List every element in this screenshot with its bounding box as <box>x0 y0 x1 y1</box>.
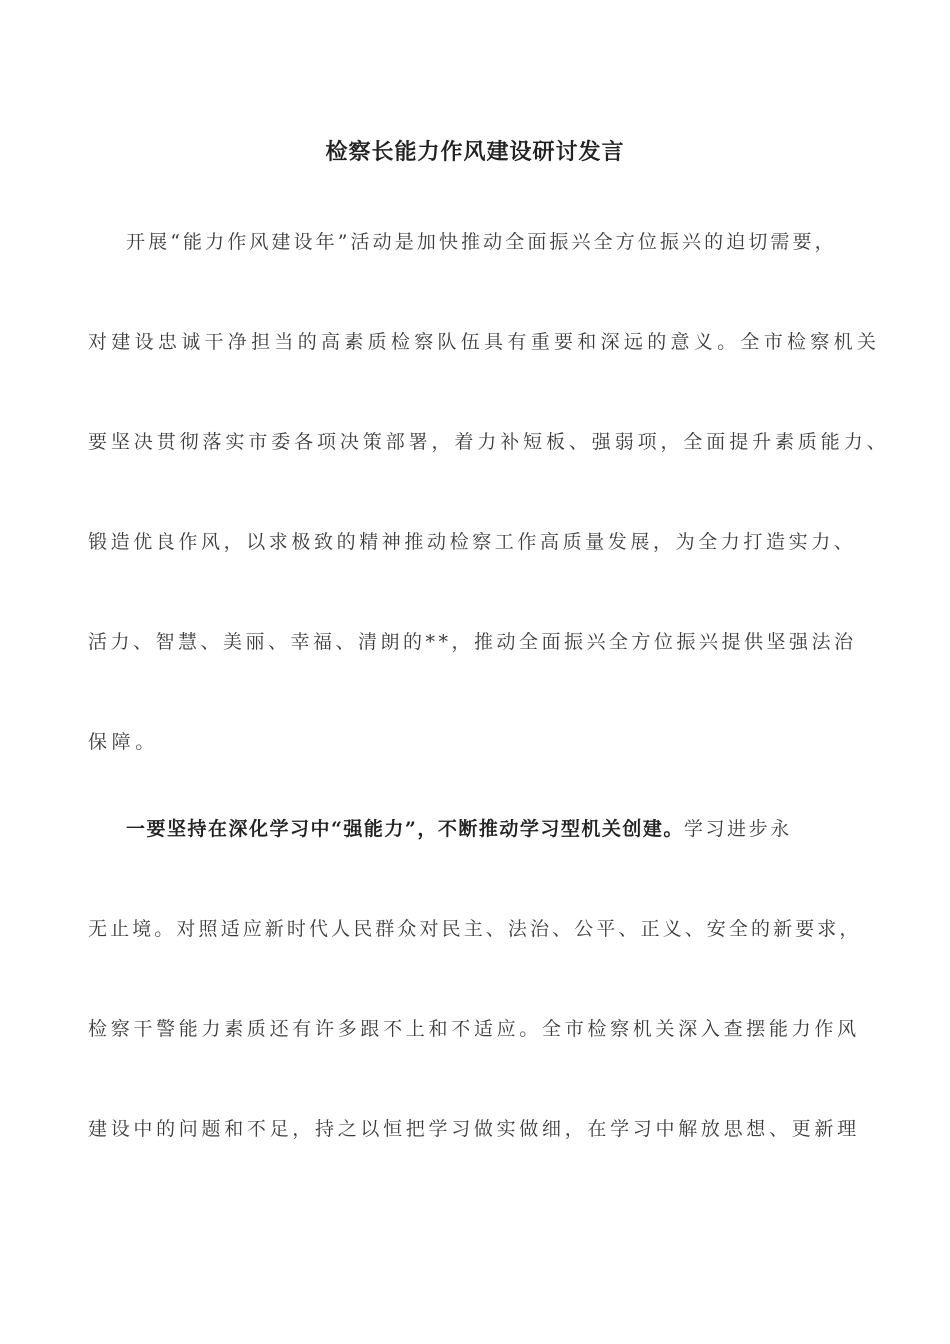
paragraph-1-line-1: 开展“能力作风建设年”活动是加快推动全面振兴全方位振兴的迫切需要， <box>126 231 837 253</box>
document-title: 检察长能力作风建设研讨发言 <box>325 139 625 165</box>
paragraph-2-line-2: 无止境。对照适应新时代人民群众对民主、法治、公平、正义、安全的新要求， <box>88 918 862 940</box>
paragraph-2-line-1 <box>126 815 878 843</box>
paragraph-1-line-2: 对建设忠诚干净担当的高素质检察队伍具有重要和深远的意义。全市检察机关 <box>88 331 881 353</box>
paragraph-2-line-3: 检察干警能力素质还有许多跟不上和不适应。全市检察机关深入查摆能力作风 <box>88 1018 860 1040</box>
paragraph-1-line-6: 保障。 <box>88 731 159 753</box>
paragraph-2-heading: 一要坚持在深化学习中“强能力”，不断推动学习型机关创建。 <box>126 818 684 840</box>
paragraph-1-line-5: 活力、智慧、美丽、幸福、清朗的**，推动全面振兴全方位振兴提供坚强法治 <box>88 631 857 653</box>
paragraph-2-line-4: 建设中的问题和不足，持之以恒把学习做实做细，在学习中解放思想、更新理 <box>88 1118 860 1140</box>
paragraph-1-line-4: 锻造优良作风，以求极致的精神推动检察工作高质量发展，为全力打造实力、 <box>88 531 857 553</box>
paragraph-1-line-3: 要坚决贯彻落实市委各项决策部署，着力补短板、强弱项，全面提升素质能力、 <box>88 431 890 453</box>
paragraph-2-first-line-rest: 学习进步永 <box>683 818 792 840</box>
